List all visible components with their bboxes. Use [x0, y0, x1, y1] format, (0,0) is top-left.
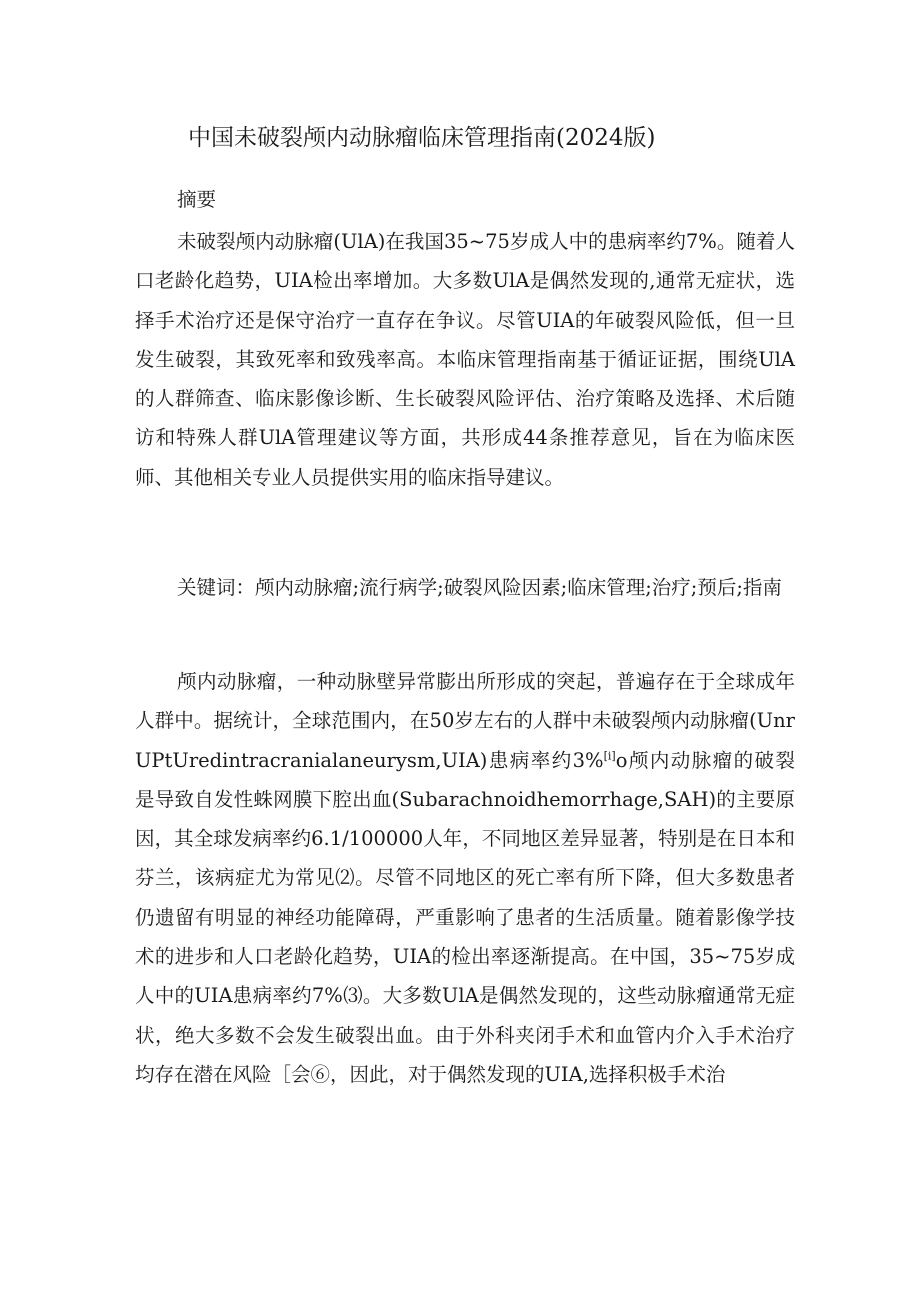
- abstract-heading: 摘要: [177, 188, 217, 211]
- body-text-part-1: 颅内动脉瘤，一种动脉壁异常膨出所形成的突起，普遍存在于全球成年人群中。据统计，全球范围内，在50岁左右的人群中未破裂颅内动脉瘤(UnrUPtUredintracranialaneurysm,UIA)患病率约3%: [135, 670, 795, 772]
- keywords-paragraph: 关键词：颅内动脉瘤;流行病学;破裂风险因素;临床管理;治疗;预后;指南: [177, 576, 782, 599]
- abstract-paragraph: 未破裂颅内动脉瘤(UlA)在我国35~75岁成人中的患病率约7%。随着人口老龄化趋势，UIA检出率增加。大多数UlA是偶然发现的,通常无症状，选择手术治疗还是保守治疗一直存在争议。尽管UIA的年破裂风险低，但一旦发生破裂，其致死率和致残率高。本临床管理指南基于循证证据，围绕UlA的人群筛查、临床影像诊断、生长破裂风险评估、治疗策略及选择、术后随访和特殊人群UlA管理建议等方面，共形成44条推荐意见，旨在为临床医师、其他相关专业人员提供实用的临床指导建议。: [135, 230, 795, 489]
- body-text-part-2: o颅内动脉瘤的破裂是导致自发性蛛网膜下腔出血(Subarachnoidhemorrhage,SAH)的主要原因，其全球发病率约6.1/100000人年，不同地区差异显著，特别是在日本和芬兰，该病症尤为常见⑵。尽管不同地区的死亡率有所下降，但大多数患者仍遗留有明显的神经功能障碍，严重影响了患者的生活质量。随着影像学技术的进步和人口老龄化趋势，UIA的检出率逐渐提高。在中国，35~75岁成人中的UIA患病率约7%⑶。大多数UlA是偶然发现的，这些动脉瘤通常无症状，绝大多数不会发生破裂出血。由于外科夹闭手术和血管内介入手术治疗均存在潜在风险［会⑥，因此，对于偶然发现的UIA,选择积极手术治: [135, 748, 795, 1086]
- body-paragraph: [135, 662, 795, 1094]
- document-title: 中国未破裂颅内动脉瘤临床管理指南(2024版): [188, 125, 656, 151]
- citation-marker: [i]: [603, 749, 616, 763]
